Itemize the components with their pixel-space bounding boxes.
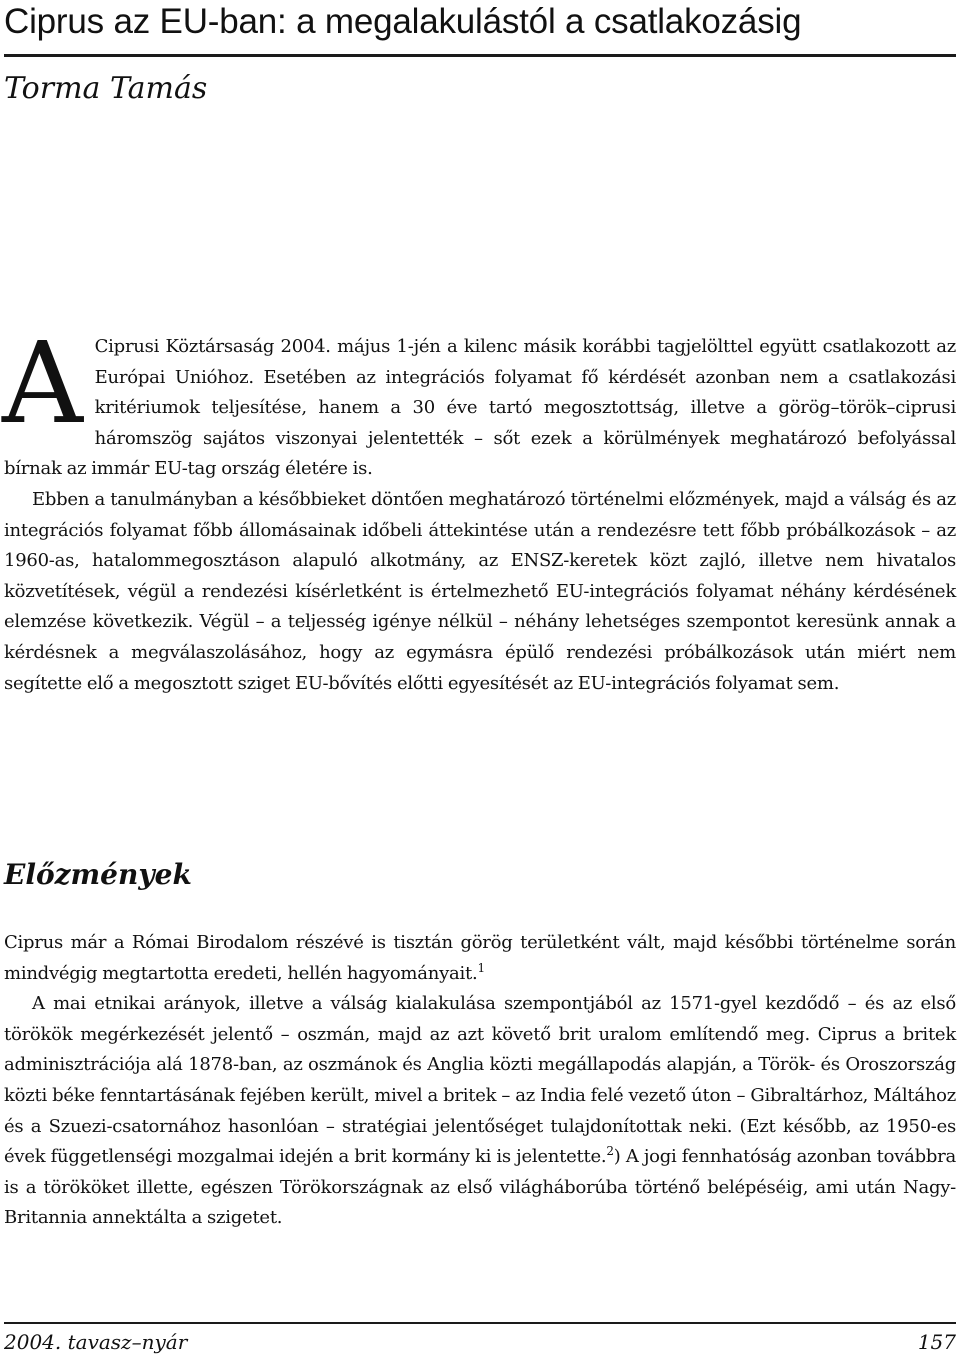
title-rule (4, 54, 956, 57)
section-paragraph-2-end: ) (613, 1146, 621, 1168)
intro-text: Ciprusi Köztársaság 2004. május 1-jén a kilenc másik korábbi tagjelölttel együtt csatlakozott az Európai Unióhoz. Esetében az integrációs folyamat fő kérdését azonban nem a csatlakozási kritériumok teljesítése, hanem a 30 éve tartó megosztottság, illetve a görög–török–ciprusi háromszög sajátos viszonyai jelentették – sőt ezek a körülmények meghatározó befolyással bírnak az immár EU-tag ország életére is. (4, 336, 956, 480)
section-heading: Előzmények (4, 858, 192, 891)
article-title: Ciprus az EU-ban: a megalakulástól a csatlakozásig (4, 2, 802, 41)
footnote-marker-1[interactable]: 1 (477, 960, 485, 975)
intro-paragraph (2, 319, 956, 485)
article-author: Torma Tamás (4, 71, 208, 106)
footnote-marker-2[interactable]: 2 (606, 1144, 614, 1159)
footer-issue: 2004. tavasz–nyár (4, 1330, 188, 1354)
title-block (4, 2, 956, 107)
intro-paragraph-2: Ebben a tanulmányban a későbbieket döntően meghatározó történelmi előzmények, majd a válság és az integrációs folyamat főbb állomásainak időbeli áttekintése után a rendezésre tett főbb próbálkozások – az 1960-as, hatalommegosztáson alapuló alkotmány, az ENSZ-keretek közt zajló, illetve nem hivatalos közvetítések, végül a rendezési kísérletként is értelmezhető EU-integrációs folyamat néhány kérdésének elemzése következik. Végül – a teljesség igénye nélkül – néhány lehetséges szempontot keresünk annak a kérdésnek a megválaszolásához, hogy az egymásra épülő rendezési próbálkozások után miért nem segítette elő a megosztott sziget EU-bővítés előtti egyesítését az EU-integrációs folyamat sem. (4, 488, 956, 694)
drop-cap: A (2, 319, 83, 449)
section-paragraph-3-text: A jogi fennhatóság azonban továbbra is a törököket illette, egészen Törökországnak az első világháborúba történő belépéséig, ami után Nagy-Britannia annektálta a szigetet. (4, 1146, 957, 1229)
section-body (4, 928, 956, 1234)
section-paragraph-2-text: A mai etnikai arányok, illetve a válság kialakulása szempontjából az 1571-gyel kezdődő – és az első törökök megérkezését jelentő – oszmán, majd az azt követő brit uralom említendő meg. Ciprus a britek adminisztrációja alá 1878-ban, az oszmánok és Anglia közti megállapodás alapján, a Török- és Oroszország közti béke fenntartásának fejében került, mivel a britek – az India felé vezető úton – Gibraltárhoz, Máltához és a Szuezi-csatornához hasonlóan – stratégiai jelentőséget tulajdonítottak neki. (Ezt később, az 1950-es évek függetlenségi mozgalmai idején a brit kormány ki is jelentette. (4, 993, 956, 1168)
page-footer (4, 1322, 956, 1358)
section-paragraph-1-text: Ciprus már a Római Birodalom részévé is tisztán görög területként vált, majd későbbi történelme során mindvégig megtartotta eredeti, hellén hagyományait. (4, 932, 956, 984)
footer-page-number: 157 (917, 1330, 956, 1354)
section-paragraph-1 (4, 928, 956, 989)
section-paragraph-2 (4, 989, 956, 1234)
intro-section (2, 319, 956, 699)
